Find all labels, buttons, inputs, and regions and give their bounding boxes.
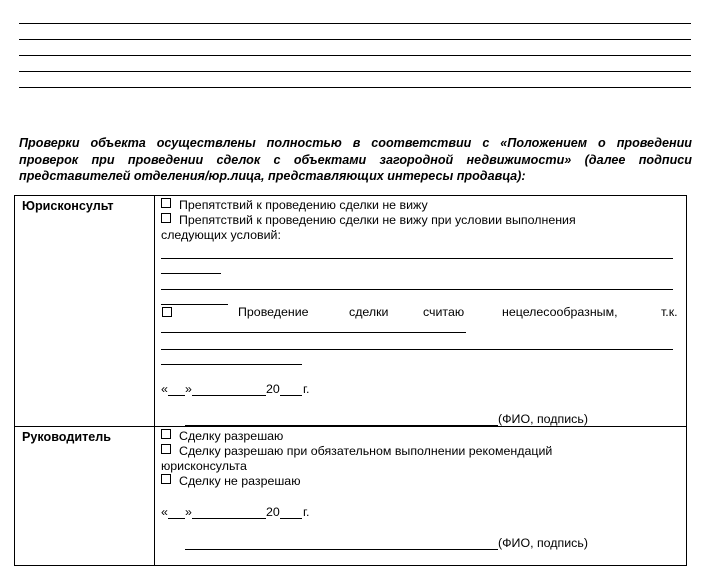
manager-signature-field[interactable]: [185, 549, 498, 550]
checkbox-icon[interactable]: [161, 198, 171, 208]
conditions-line-2a[interactable]: [161, 289, 673, 290]
conditions-line-1b[interactable]: [161, 273, 221, 274]
manager-signature-caption: (ФИО, подпись): [498, 536, 588, 550]
reason-line-2b[interactable]: [161, 364, 302, 365]
checkbox-icon[interactable]: [161, 213, 171, 223]
legal-option-3-word-2: сделки: [349, 305, 389, 319]
manager-option-3[interactable]: Сделку не разрешаю: [161, 474, 301, 489]
blank-line-2: [19, 39, 691, 40]
checkbox-icon[interactable]: [161, 474, 171, 484]
blank-line-1: [19, 23, 691, 24]
manager-option-1[interactable]: Сделку разрешаю: [161, 429, 283, 444]
checkbox-icon[interactable]: [161, 429, 171, 439]
manager-date-year-field[interactable]: [280, 518, 302, 519]
checkbox-icon[interactable]: [161, 444, 171, 454]
blank-line-4: [19, 71, 691, 72]
blank-line-3: [19, 55, 691, 56]
legal-option-3-word-3: считаю: [423, 305, 465, 319]
manager-date-day-field[interactable]: [168, 518, 185, 519]
legal-option-1[interactable]: Препятствий к проведению сделки не вижу: [161, 198, 428, 213]
legal-option-3-word-5: т.к.: [661, 305, 678, 319]
legal-signature-field[interactable]: [185, 425, 498, 426]
intro-paragraph: [19, 135, 692, 185]
legal-date-month-field[interactable]: [192, 395, 266, 396]
reason-line-1[interactable]: [161, 332, 466, 333]
checkbox-icon[interactable]: [162, 307, 172, 317]
conditions-line-2b[interactable]: [161, 304, 228, 305]
legal-counsel-label: Юрисконсульт: [22, 199, 114, 213]
intro-line-2: проверок при проведении сделок с объектами загородной недвижимости» (далее подписи: [19, 152, 692, 167]
manager-date-suffix: г.: [303, 505, 310, 519]
manager-date-close: »: [185, 505, 192, 519]
legal-date-open: «: [161, 382, 168, 396]
legal-date-close: »: [185, 382, 192, 396]
reason-line-2a[interactable]: [161, 349, 673, 350]
manager-option-2[interactable]: Сделку разрешаю при обязательном выполнении рекомендаций юрисконсульта: [161, 444, 553, 473]
manager-date-year-prefix: 20: [266, 505, 280, 519]
table-column-divider: [154, 196, 155, 565]
approval-table: [14, 195, 687, 566]
legal-option-3-word-4: нецелесообразным,: [502, 305, 618, 319]
intro-line-3: представителей отделения/юр.лица, представляющих интересы продавца):: [19, 169, 526, 183]
conditions-line-1a[interactable]: [161, 258, 673, 259]
legal-date-day-field[interactable]: [168, 395, 185, 396]
legal-date-year-field[interactable]: [280, 395, 302, 396]
legal-option-3-word-1: Проведение: [238, 305, 309, 319]
legal-option-2[interactable]: Препятствий к проведению сделки не вижу при условии выполнения следующих условий:: [161, 213, 576, 242]
legal-date-year-prefix: 20: [266, 382, 280, 396]
legal-date-suffix: г.: [303, 382, 310, 396]
intro-line-1: Проверки объекта осуществлены полностью в соответствии с «Положением о проведении: [19, 136, 692, 150]
manager-date-open: «: [161, 505, 168, 519]
blank-line-5: [19, 87, 691, 88]
manager-date-month-field[interactable]: [192, 518, 266, 519]
manager-label: Руководитель: [22, 430, 111, 444]
table-row-divider: [15, 426, 686, 427]
legal-signature-caption: (ФИО, подпись): [498, 412, 588, 426]
